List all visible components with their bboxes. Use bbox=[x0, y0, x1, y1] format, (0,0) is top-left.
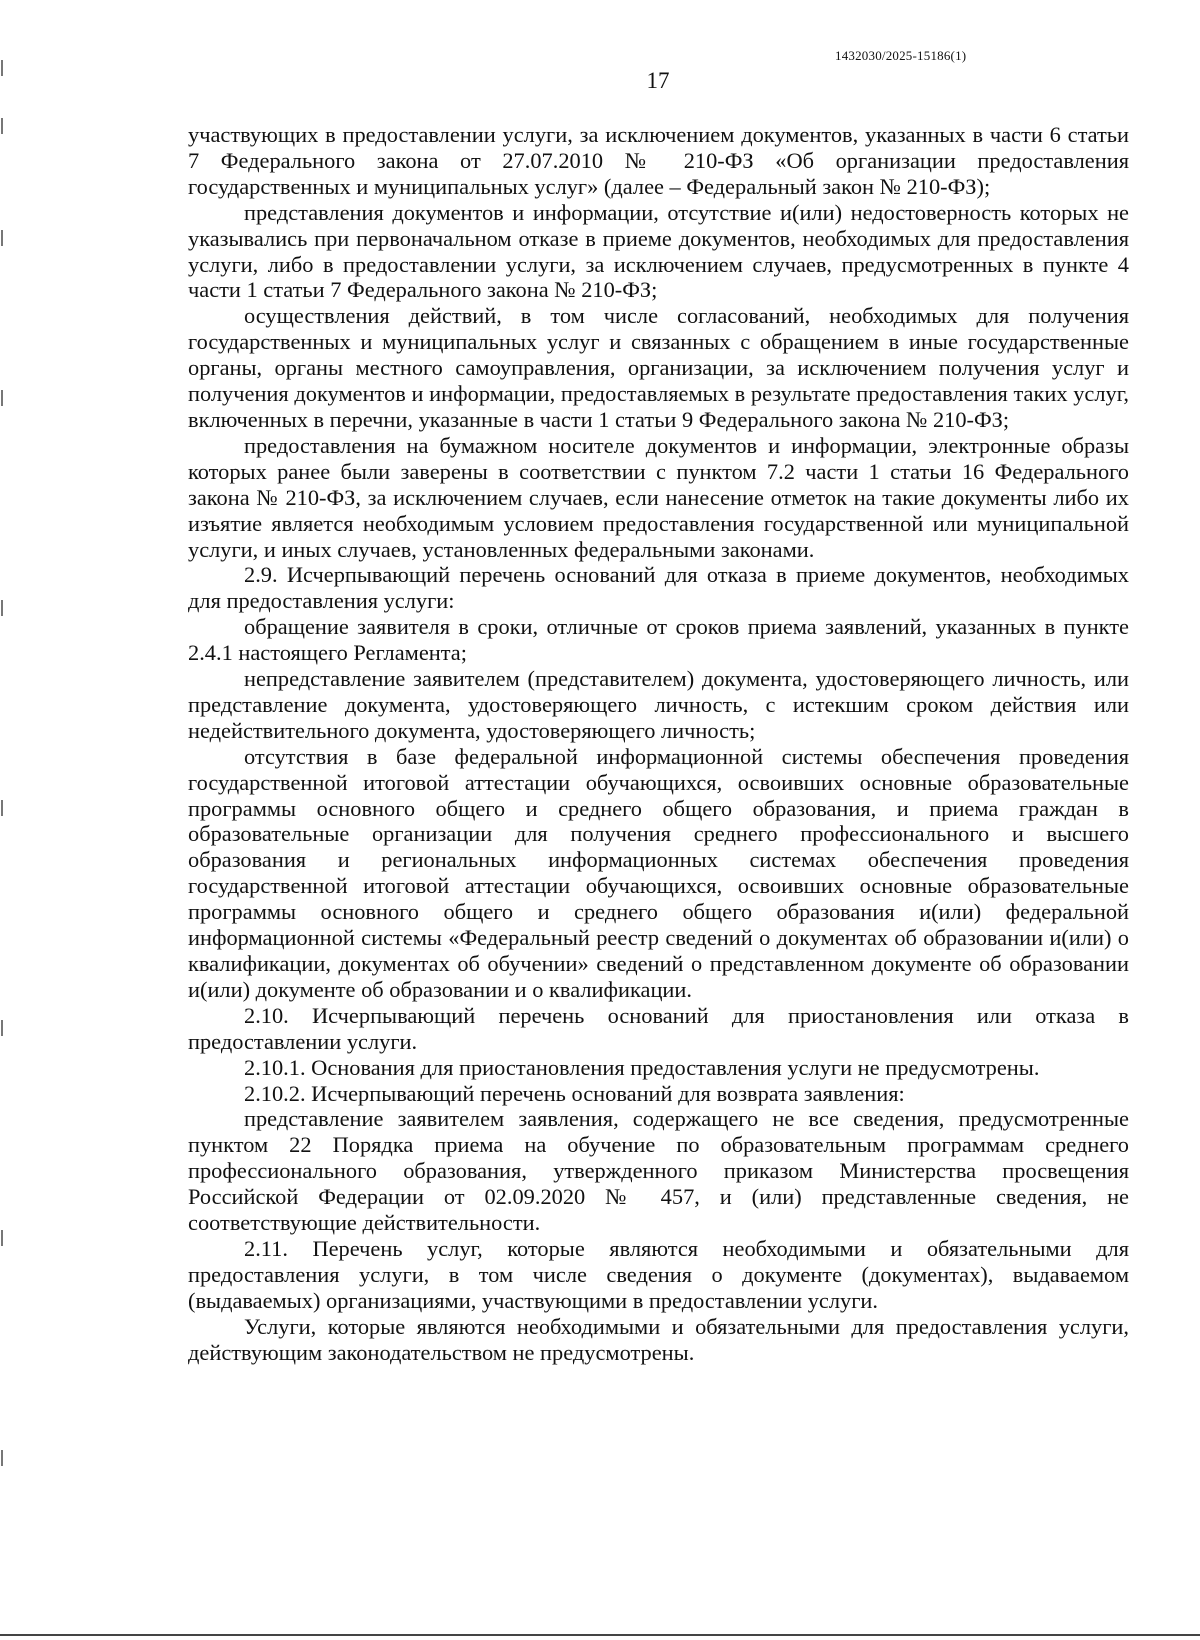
paragraph: представления документов и информации, отсутствие и(или) недостоверность которых не указывались при первоначальном отказе в приеме документов, необходимых для предоставления услуги, либо в предоставлении услуги, за исключением случаев, предусмотренных в пункте 4 части 1 статьи 7 Федерального закона № 210-ФЗ; bbox=[188, 199, 1129, 303]
paragraph: 2.9. Исчерпывающий перечень оснований для отказа в приеме документов, необходимых для предоставления услуги: bbox=[188, 562, 1129, 614]
paragraph: предоставления на бумажном носителе документов и информации, электронные образы которых ранее были заверены в соответствии с пунктом 7.2 части 1 статьи 16 Федерального закона № 210-ФЗ, за исключением случаев, если нанесение отметок на такие документы либо их изъятие является необходимым условием предоставления государственной или муниципальной услуги, и иных случаев, установленных федеральными законами. bbox=[188, 432, 1129, 562]
paragraph: 2.10. Исчерпывающий перечень оснований для приостановления или отказа в предоставлении услуги. bbox=[188, 1002, 1129, 1054]
paragraph: отсутствия в базе федеральной информационной системы обеспечения проведения государственной итоговой аттестации обучающихся, освоивших основные образовательные программы основного общего и среднего общего образования, и приема граждан в образовательные организации для получения среднего профессионального и высшего образования и региональных информационных системах обеспечения проведения государственной итоговой аттестации обучающихся, освоивших основные образовательные программы основного общего и среднего общего образования и(или) федеральной информационной системы «Федеральный реестр сведений о документах об образовании и(или) о квалификации, документах об обучении» сведений о представленном документе об образовании и(или) документе об образовании и о квалификации. bbox=[188, 743, 1129, 1002]
paragraph: 2.10.2. Исчерпывающий перечень оснований для возврата заявления: bbox=[244, 1080, 905, 1106]
paragraph: 2.10.1. Основания для приостановления предоставления услуги не предусмотрены. bbox=[244, 1054, 1040, 1080]
scan-bottom-edge bbox=[0, 1634, 1200, 1636]
paragraph: участвующих в предоставлении услуги, за исключением документов, указанных в части 6 статьи 7 Федерального закона от 27.07.2010 № 210-ФЗ «Об организации предоставления государственных и муниципальных услуг» (далее – Федеральный закон № 210-ФЗ); bbox=[188, 122, 1129, 199]
scan-edge-marks bbox=[0, 0, 6, 1640]
page-number: 17 bbox=[646, 68, 670, 93]
paragraph: представление заявителем заявления, содержащего не все сведения, предусмотренные пунктом 22 Порядка приема на обучение по образовательным программам среднего профессионального образования, утвержденного приказом Министерства просвещения Российской Федерации от 02.09.2020 № 457, и (или) представленные сведения, не соответствующие действительности. bbox=[188, 1106, 1129, 1236]
paragraph: непредставление заявителем (представителем) документа, удостоверяющего личность, или представление документа, удостоверяющего личность, с истекшим сроком действия или недействительного документа, удостоверяющего личность; bbox=[188, 666, 1129, 743]
paragraph: 2.11. Перечень услуг, которые являются необходимыми и обязательными для предоставления услуги, в том числе сведения о документе (документах), выдаваемом (выдаваемых) организациями, участвующими в предоставлении услуги. bbox=[188, 1235, 1129, 1313]
paragraph: осуществления действий, в том числе согласований, необходимых для получения государственных и муниципальных услуг и связанных с обращением в иные государственные органы, органы местного самоуправления, организации, за исключением получения услуг и получения документов и информации, предоставляемых в результате предоставления таких услуг, включенных в перечни, указанные в части 1 статьи 9 Федерального закона № 210-ФЗ; bbox=[188, 303, 1129, 432]
document-body bbox=[188, 122, 1129, 1366]
paragraph: Услуги, которые являются необходимыми и обязательными для предоставления услуги, действующим законодательством не предусмотрены. bbox=[188, 1313, 1129, 1365]
document-id: 1432030/2025-15186(1) bbox=[835, 48, 967, 63]
paragraph: обращение заявителя в сроки, отличные от сроков приема заявлений, указанных в пункте 2.4.1 настоящего Регламента; bbox=[188, 614, 1129, 666]
